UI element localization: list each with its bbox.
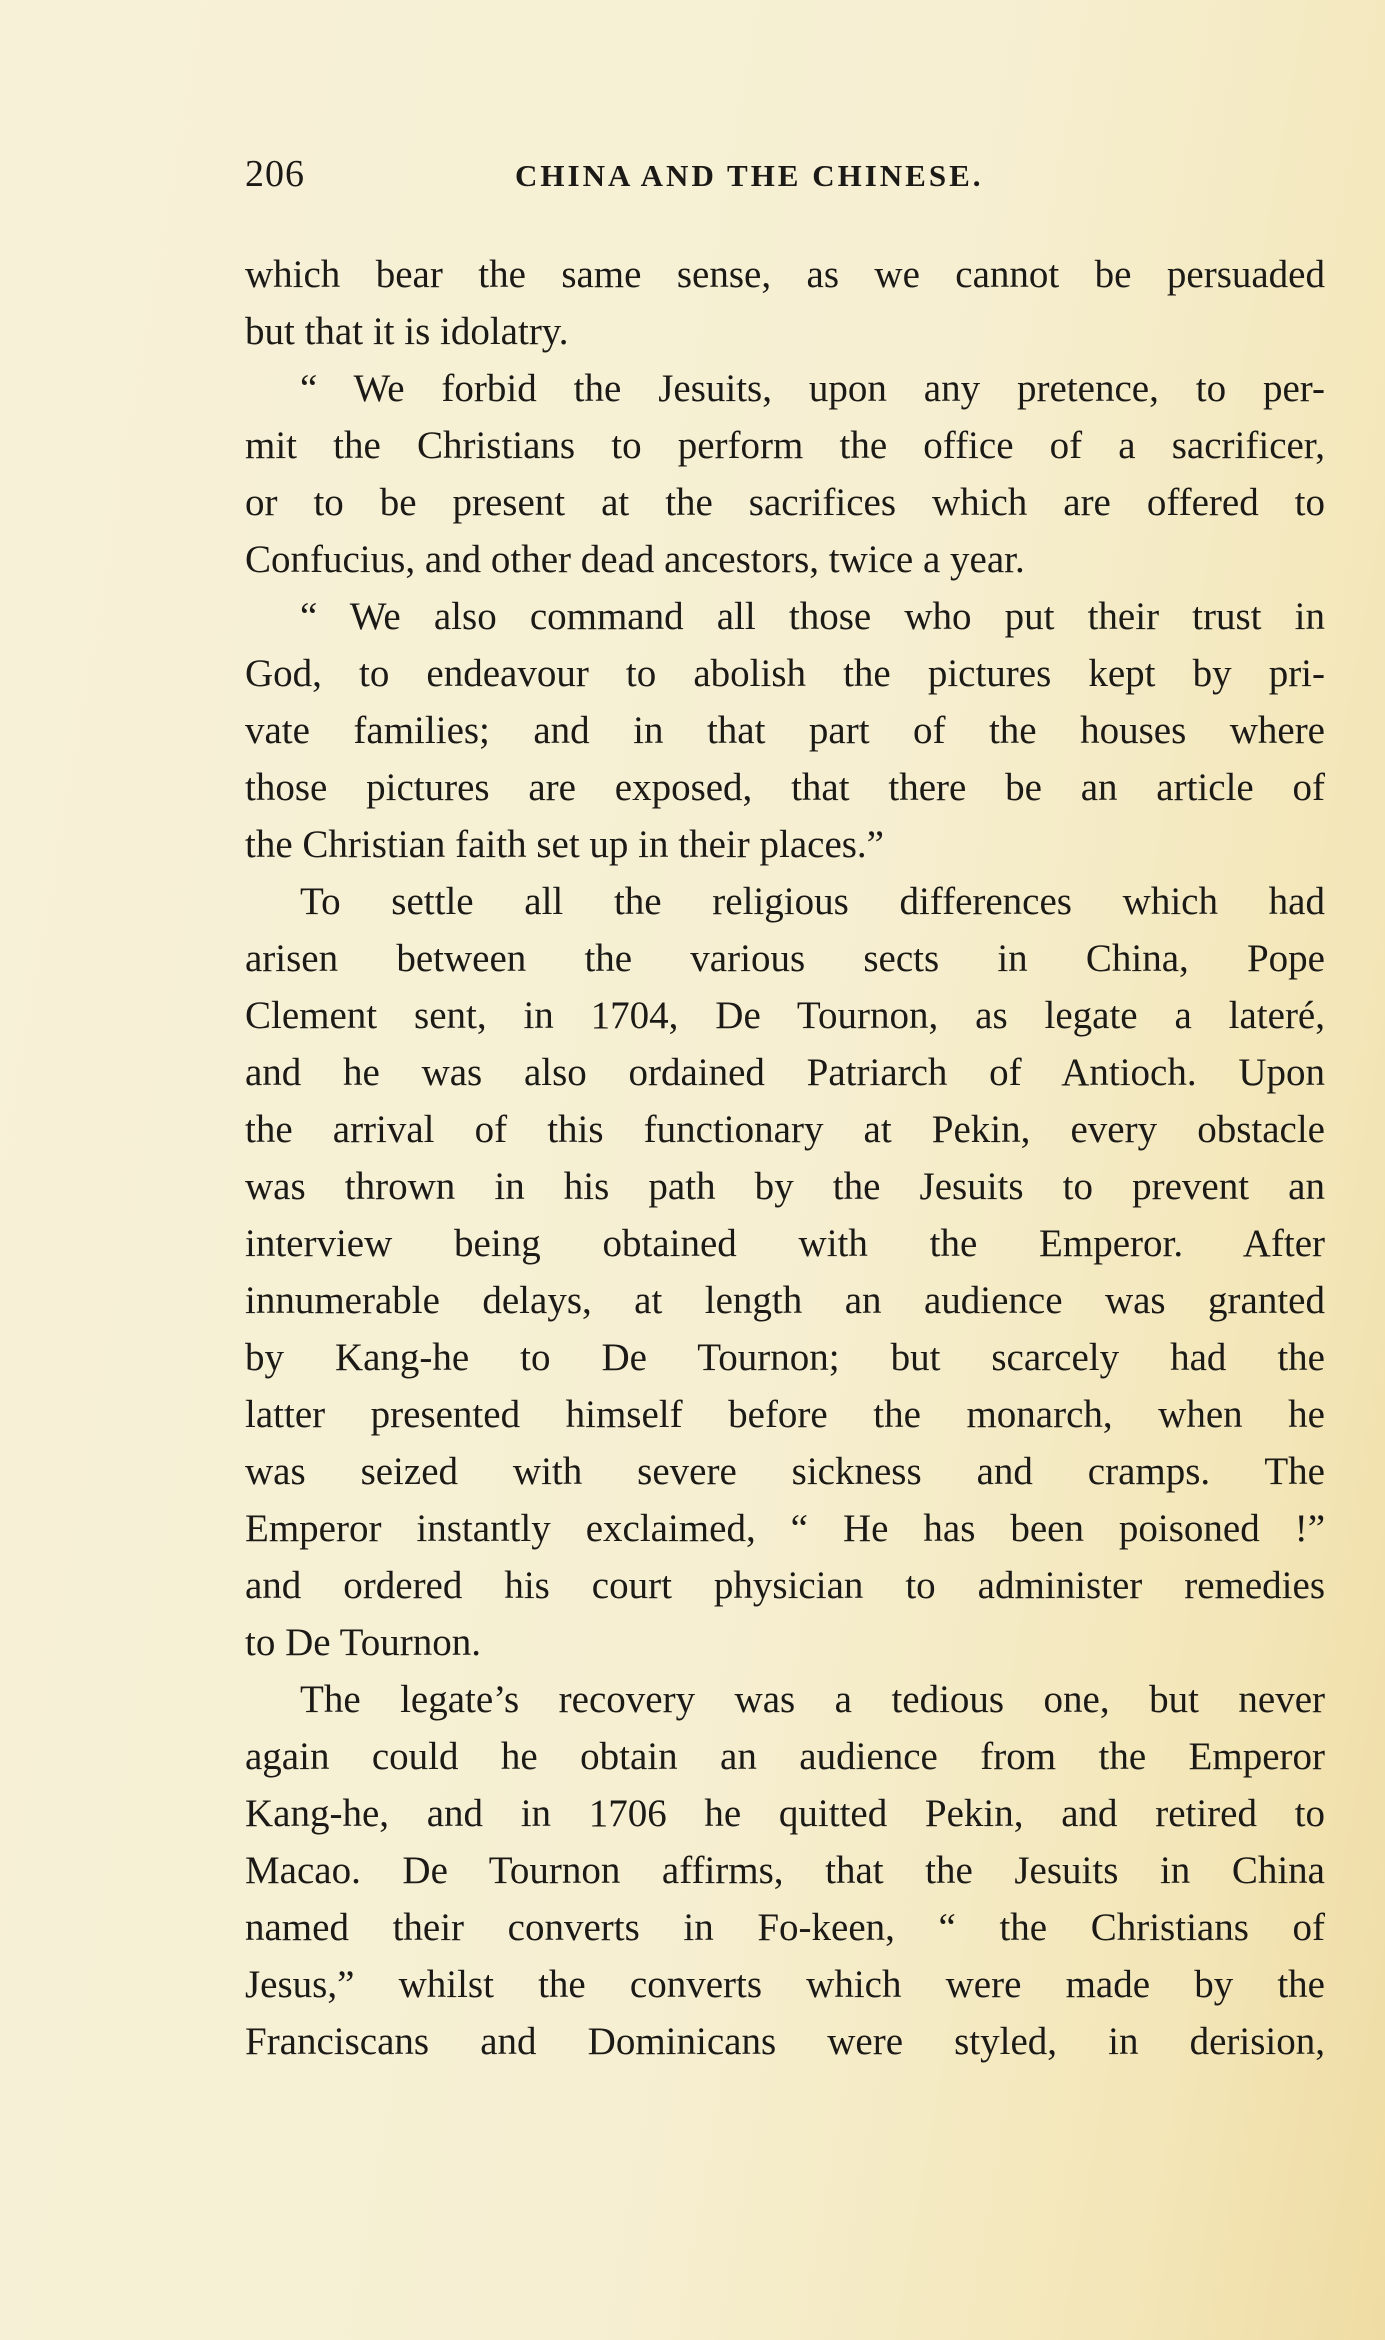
text-line: was thrown in his path by the Jesuits to prevent an bbox=[245, 1165, 1325, 1208]
text-line: arisen between the various sects in China, Pope bbox=[245, 937, 1325, 980]
text-line: the Christian faith set up in their places.” bbox=[245, 823, 884, 866]
text-line: which bear the same sense, as we cannot be persuaded bbox=[245, 253, 1325, 296]
text-line: interview being obtained with the Emperor. After bbox=[245, 1222, 1325, 1265]
text-line: innumerable delays, at length an audience was granted bbox=[245, 1279, 1325, 1322]
text-line: or to be present at the sacrifices which are offered to bbox=[245, 481, 1325, 524]
text-line: To settle all the religious differences which had bbox=[300, 880, 1325, 923]
text-line: Kang-he, and in 1706 he quitted Pekin, and retired to bbox=[245, 1792, 1325, 1835]
text-line: but that it is idolatry. bbox=[245, 310, 569, 353]
page-header bbox=[245, 152, 1325, 202]
text-line: by Kang-he to De Tournon; but scarcely had the bbox=[245, 1336, 1325, 1379]
text-line: the arrival of this functionary at Pekin, every obstacle bbox=[245, 1108, 1325, 1151]
text-line: mit the Christians to perform the office of a sacrificer, bbox=[245, 424, 1325, 467]
text-line: “ We also command all those who put their trust in bbox=[300, 595, 1325, 638]
text-line: again could he obtain an audience from the Emperor bbox=[245, 1735, 1325, 1778]
text-line: to De Tournon. bbox=[245, 1621, 481, 1664]
text-line: latter presented himself before the monarch, when he bbox=[245, 1393, 1325, 1436]
text-line: was seized with severe sickness and cramps. The bbox=[245, 1450, 1325, 1493]
text-line: Emperor instantly exclaimed, “ He has been poisoned !” bbox=[245, 1507, 1325, 1550]
text-line: named their converts in Fo-keen, “ the Christians of bbox=[245, 1906, 1325, 1949]
text-line: Macao. De Tournon affirms, that the Jesuits in China bbox=[245, 1849, 1325, 1892]
text-line: and ordered his court physician to administer remedies bbox=[245, 1564, 1325, 1607]
text-line: those pictures are exposed, that there be an article of bbox=[245, 766, 1325, 809]
text-line: and he was also ordained Patriarch of Antioch. Upon bbox=[245, 1051, 1325, 1094]
body-text bbox=[245, 246, 1325, 2070]
text-line: vate families; and in that part of the houses where bbox=[245, 709, 1325, 752]
text-line: Franciscans and Dominicans were styled, in derision, bbox=[245, 2020, 1325, 2063]
text-line: God, to endeavour to abolish the pictures kept by pri- bbox=[245, 652, 1325, 695]
text-line: Clement sent, in 1704, De Tournon, as legate a lateré, bbox=[245, 994, 1325, 1037]
text-line: Jesus,” whilst the converts which were made by the bbox=[245, 1963, 1325, 2006]
text-line: The legate’s recovery was a tedious one, but never bbox=[300, 1678, 1325, 1721]
text-line: Confucius, and other dead ancestors, twice a year. bbox=[245, 538, 1025, 581]
running-title: CHINA AND THE CHINESE. bbox=[515, 158, 984, 193]
text-line: “ We forbid the Jesuits, upon any pretence, to per- bbox=[300, 367, 1325, 410]
page-number: 206 bbox=[245, 153, 305, 195]
